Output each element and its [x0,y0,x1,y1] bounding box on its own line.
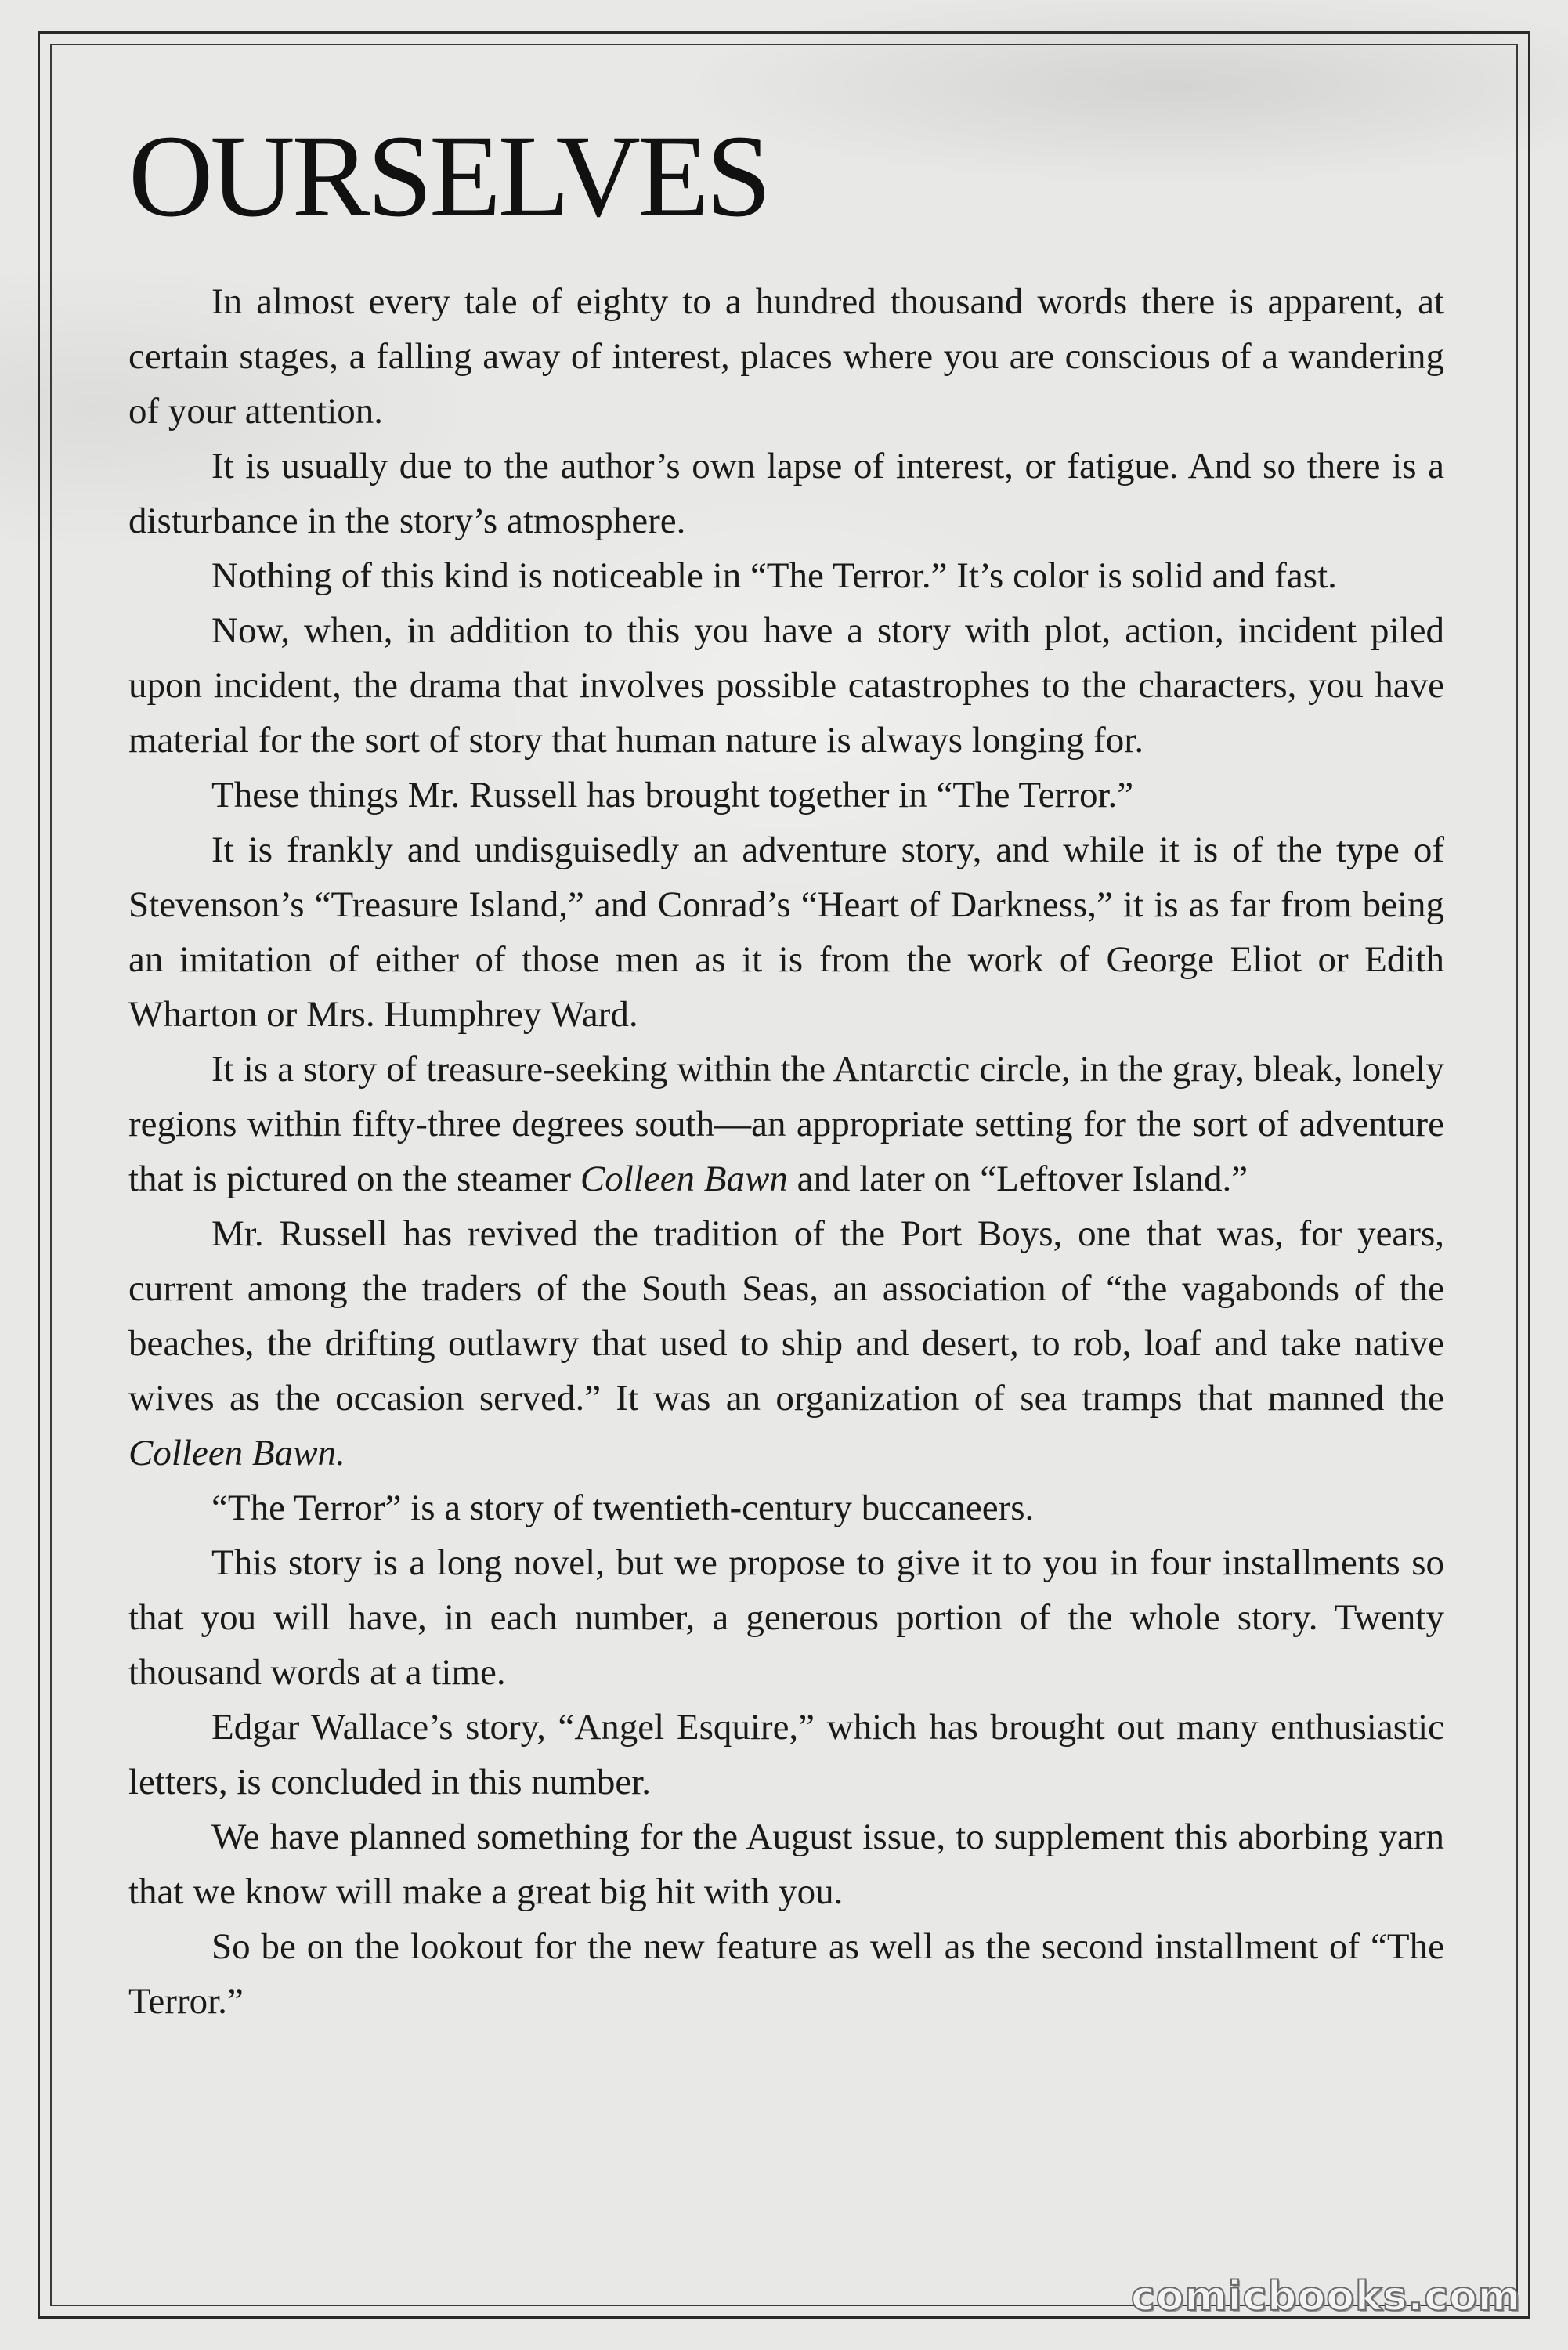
paragraph: This story is a long novel, but we propose to give it to you in four installments so that you will have, in each number, a generous portion of the whole story. Twenty thousand words at a time. [128,1542,1444,1693]
paragraph: Edgar Wallace’s story, “Angel Esquire,” which has brought out many enthusiastic letters, is concluded in this number. [128,1707,1444,1802]
article [128,111,1444,2029]
paragraph: It is frankly and undisguisedly an adventure story, and while it is of the type of Stevenson’s “Treasure Island,” and Conrad’s “Heart of Darkness,” it is as far from being an imitation of either of those men as it is from the work of George Eliot or Edith Wharton or Mrs. Humphrey Ward. [128,830,1444,1035]
paragraph: Now, when, in addition to this you have a story with plot, action, incident piled upon incident, the drama that involves possible catastrophes to the characters, you have material for the sort of story that human nature is always longing for. [128,610,1444,761]
paragraph: Nothing of this kind is noticeable in “The Terror.” It’s color is solid and fast. [211,555,1337,596]
paragraph: “The Terror” is a story of twentieth-century buccaneers. [211,1488,1035,1528]
paragraph: So be on the lookout for the new feature as well as the second installment of “The Terror.” [128,1926,1444,2022]
paragraph: It is usually due to the author’s own lapse of interest, or fatigue. And so there is a disturbance in the story’s atmosphere. [128,446,1444,541]
ship-name: Colleen Bawn. [128,1433,345,1473]
ship-name: Colleen Bawn [580,1159,788,1199]
paragraph-text: Mr. Russell has revived the tradition of the Port Boys, one that was, for years, current among the traders of the South Seas, an association of “the vagabonds of the beaches, the drifting outlawry that used to ship and desert, to rob, loaf and take native wives as the occasion served.” It was an organization of sea tramps that manned the [128,1213,1444,1419]
paragraph: These things Mr. Russell has brought together in “The Terror.” [211,775,1134,815]
paragraph [128,1042,1444,1206]
article-title: OURSELVES [128,111,768,241]
watermark: comicbooks.com [1130,2273,1521,2320]
paragraph [128,1206,1444,1480]
paragraph: In almost every tale of eighty to a hundred thousand words there is apparent, at certain stages, a falling away of interest, places where you are conscious of a wandering of your attention. [128,281,1444,432]
paragraph-text: It is a story of treasure-seeking within the Antarctic circle, in the gray, bleak, lonely regions within fifty-three degrees south—an appropriate setting for the sort of adventure that is pictured on the steamer [128,1049,1444,1199]
paragraph: We have planned something for the August issue, to supplement this aborbing yarn that we know will make a great big hit with you. [128,1817,1444,1912]
paragraph-text: and later on “Leftover Island.” [787,1159,1248,1199]
